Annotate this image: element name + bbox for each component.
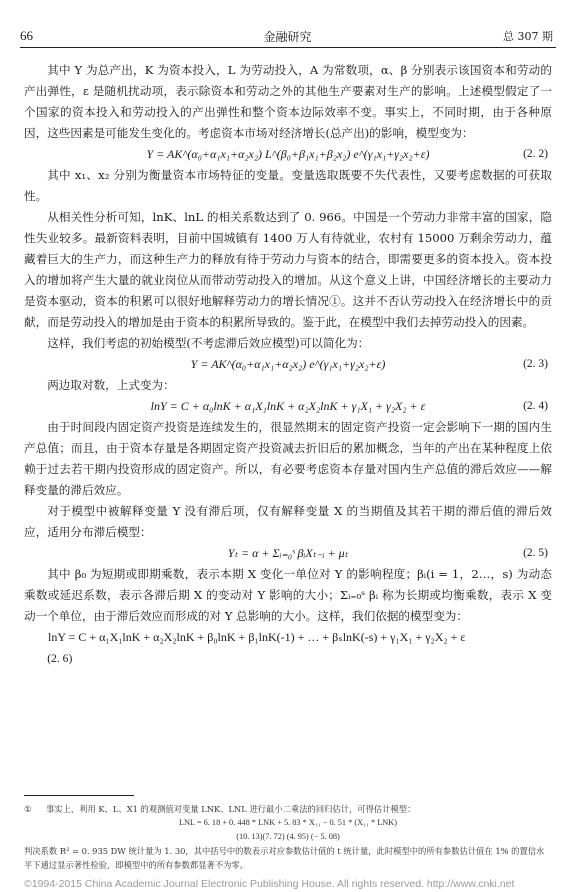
equation-number: (2. 3): [523, 358, 548, 370]
article-body: [24, 60, 552, 669]
footnote-text: [24, 802, 552, 816]
footnote-line: 事实上，利用 K、L、X1 的观测值对变量 LNK、LNL 进行最小二乘法的回归估计，可得估计模型：: [46, 804, 416, 814]
paragraph: 其中 β₀ 为短期或即期乘数，表示本期 X 变化一单位对 Y 的影响程度；βᵢ(i = 1，2…，s) 为动态乘数或延迟系数，表示各滞后期 X 的变动对 Y 影响的大小；Σᵢ₌₀ˢ βᵢ 称为长期或均衡乘数，表示 X 变动一个单位，由于滞后效应而形成的对 Y 总影响的大小。这样，我们依据的模型变为：: [24, 567, 552, 623]
footnote-equation: LNL = 6. 18 + 0. 448 * LNK + 5. 83 * X₁₁ − 0. 51 * (X₁₁ * LNK): [178, 818, 398, 827]
journal-title: 金融研究: [263, 30, 312, 44]
page-number: 66: [20, 28, 33, 43]
equation-formula: Y = AK^(α₀+α₁x₁+α₂x₂) L^(β₀+β₁x₁+β₂x₂) e^(γ₁x₁+γ₂x₂+ε): [146, 147, 430, 161]
equation-number: (2. 6): [47, 652, 73, 665]
equation-2-5: [24, 543, 552, 564]
equation-formula: Yₜ = α + Σᵢ₌₀ˢ βᵢXₜ₋ᵢ + μₜ: [227, 546, 349, 560]
paragraph: 对于模型中被解释变量 Y 没有滞后项，仅有解释变量 X 的当期值及其若干期的滞后值的滞后效应，适用分布滞后模型：: [24, 504, 552, 539]
equation-formula: Y = AK^(α₀+α₁x₁+α₂x₂) e^(γ₁x₁+γ₂x₂+ε): [190, 357, 386, 371]
issue-number: 总 307 期: [503, 30, 553, 43]
paragraph: 由于时间段内固定资产投资是连续发生的，很显然期末的固定资产投资一定会影响下一期的国内生产总值；而且，由于资本存量是各期固定资产投资减去折旧后的累加概念，当年的产出在某种程度上依赖于过去若干期内投资形成的固定资产。所以，有必要考虑资本存量对国内生产总值的滞后效应——解释变量的滞后效应。: [24, 420, 552, 497]
paragraph: 这样，我们考虑的初始模型(不考虑滞后效应模型)可以简化为：: [47, 336, 370, 350]
copyright-watermark: ©1994-2015 China Academic Journal Electronic Publishing House. All rights reserved. http://www.cnki.net: [24, 878, 515, 890]
paragraph: 其中 Y 为总产出，K 为资本投入，L 为劳动投入，A 为常数项，α、β 分别表示该国资本和劳动的产出弹性，ε 是随机扰动项，表示除资本和劳动之外的其他生产要素对生产的影响。上述模型假定了一个国家的资本投入和劳动投入的产出弹性和整个资本边际效率不变。事实上，不同时期，由于各种原因，这些因素是可能发生变化的。考虑资本市场对经济增长(总产出)的影响，模型变为：: [24, 63, 552, 140]
running-header: [0, 28, 575, 46]
paragraph: 从相关性分析可知，lnK、lnL 的相关系数达到了 0. 966。中国是一个劳动力非常丰富的国家，隐性失业较多。最新资料表明，目前中国城镇有 1400 万人有待就业，农村有 15000 万剩余劳动力，蕴藏着巨大的生产力，而这种生产力的释放有待于劳动力与资本的结合，即需要更多的资本投入。资本投入的增加将产生大量的就业岗位从而带动劳动投入的增加。从这个意义上讲，中国经济增长的主要动力是资本驱动，资本的积累可以很好地解释劳动力的增长情况①。这并不否认劳动投入在经济增长中的贡献，而是劳动投入的增加是由于资本的积累所导致的。鉴于此，在模型中我们去掉劳动投入的因素。: [24, 210, 552, 329]
paragraph: 其中 x₁、x₂ 分别为衡量资本市场特征的变量。变量选取既要不失代表性，又要考虑数据的可获取性。: [24, 168, 552, 203]
footnote-line: 判决系数 R² = 0. 935 DW 统计量为 1. 30，其中括号中的数表示对应参数估计值的 t 统计量，此时模型中的所有参数估计值在 1% 的置信水平下通过显示著性检验，即模型中的所有参数都显著不为零。: [24, 846, 545, 870]
footnote: [24, 802, 552, 872]
equation-formula: lnY = C + α₀lnK + α₁X₁lnK + α₂X₂lnK + γ₁X₁ + γ₂X₂ + ε: [150, 399, 426, 413]
equation-2-3: [24, 354, 552, 375]
footnote-marker: ①: [24, 804, 32, 814]
equation-2-4: [24, 396, 552, 417]
footnote-rule: [24, 795, 134, 796]
equation-2-2: [24, 144, 552, 165]
equation-number: (2. 4): [523, 400, 548, 412]
paragraph: 两边取对数，上式变为：: [47, 378, 175, 392]
equation-number: (2. 2): [523, 148, 548, 160]
equation-number: (2. 5): [523, 547, 548, 559]
header-rule: [20, 47, 556, 48]
equation-2-6: lnY = C + α₁X₁lnK + α₂X₂lnK + β₀lnK + β₁lnK(-1) + … + βₛlnK(-s) + γ₁X₁ + γ₂X₂ + ε: [48, 630, 466, 644]
footnote-t-statistics: (10. 13)(7. 72) (4. 95) (− 5. 08): [236, 832, 340, 841]
